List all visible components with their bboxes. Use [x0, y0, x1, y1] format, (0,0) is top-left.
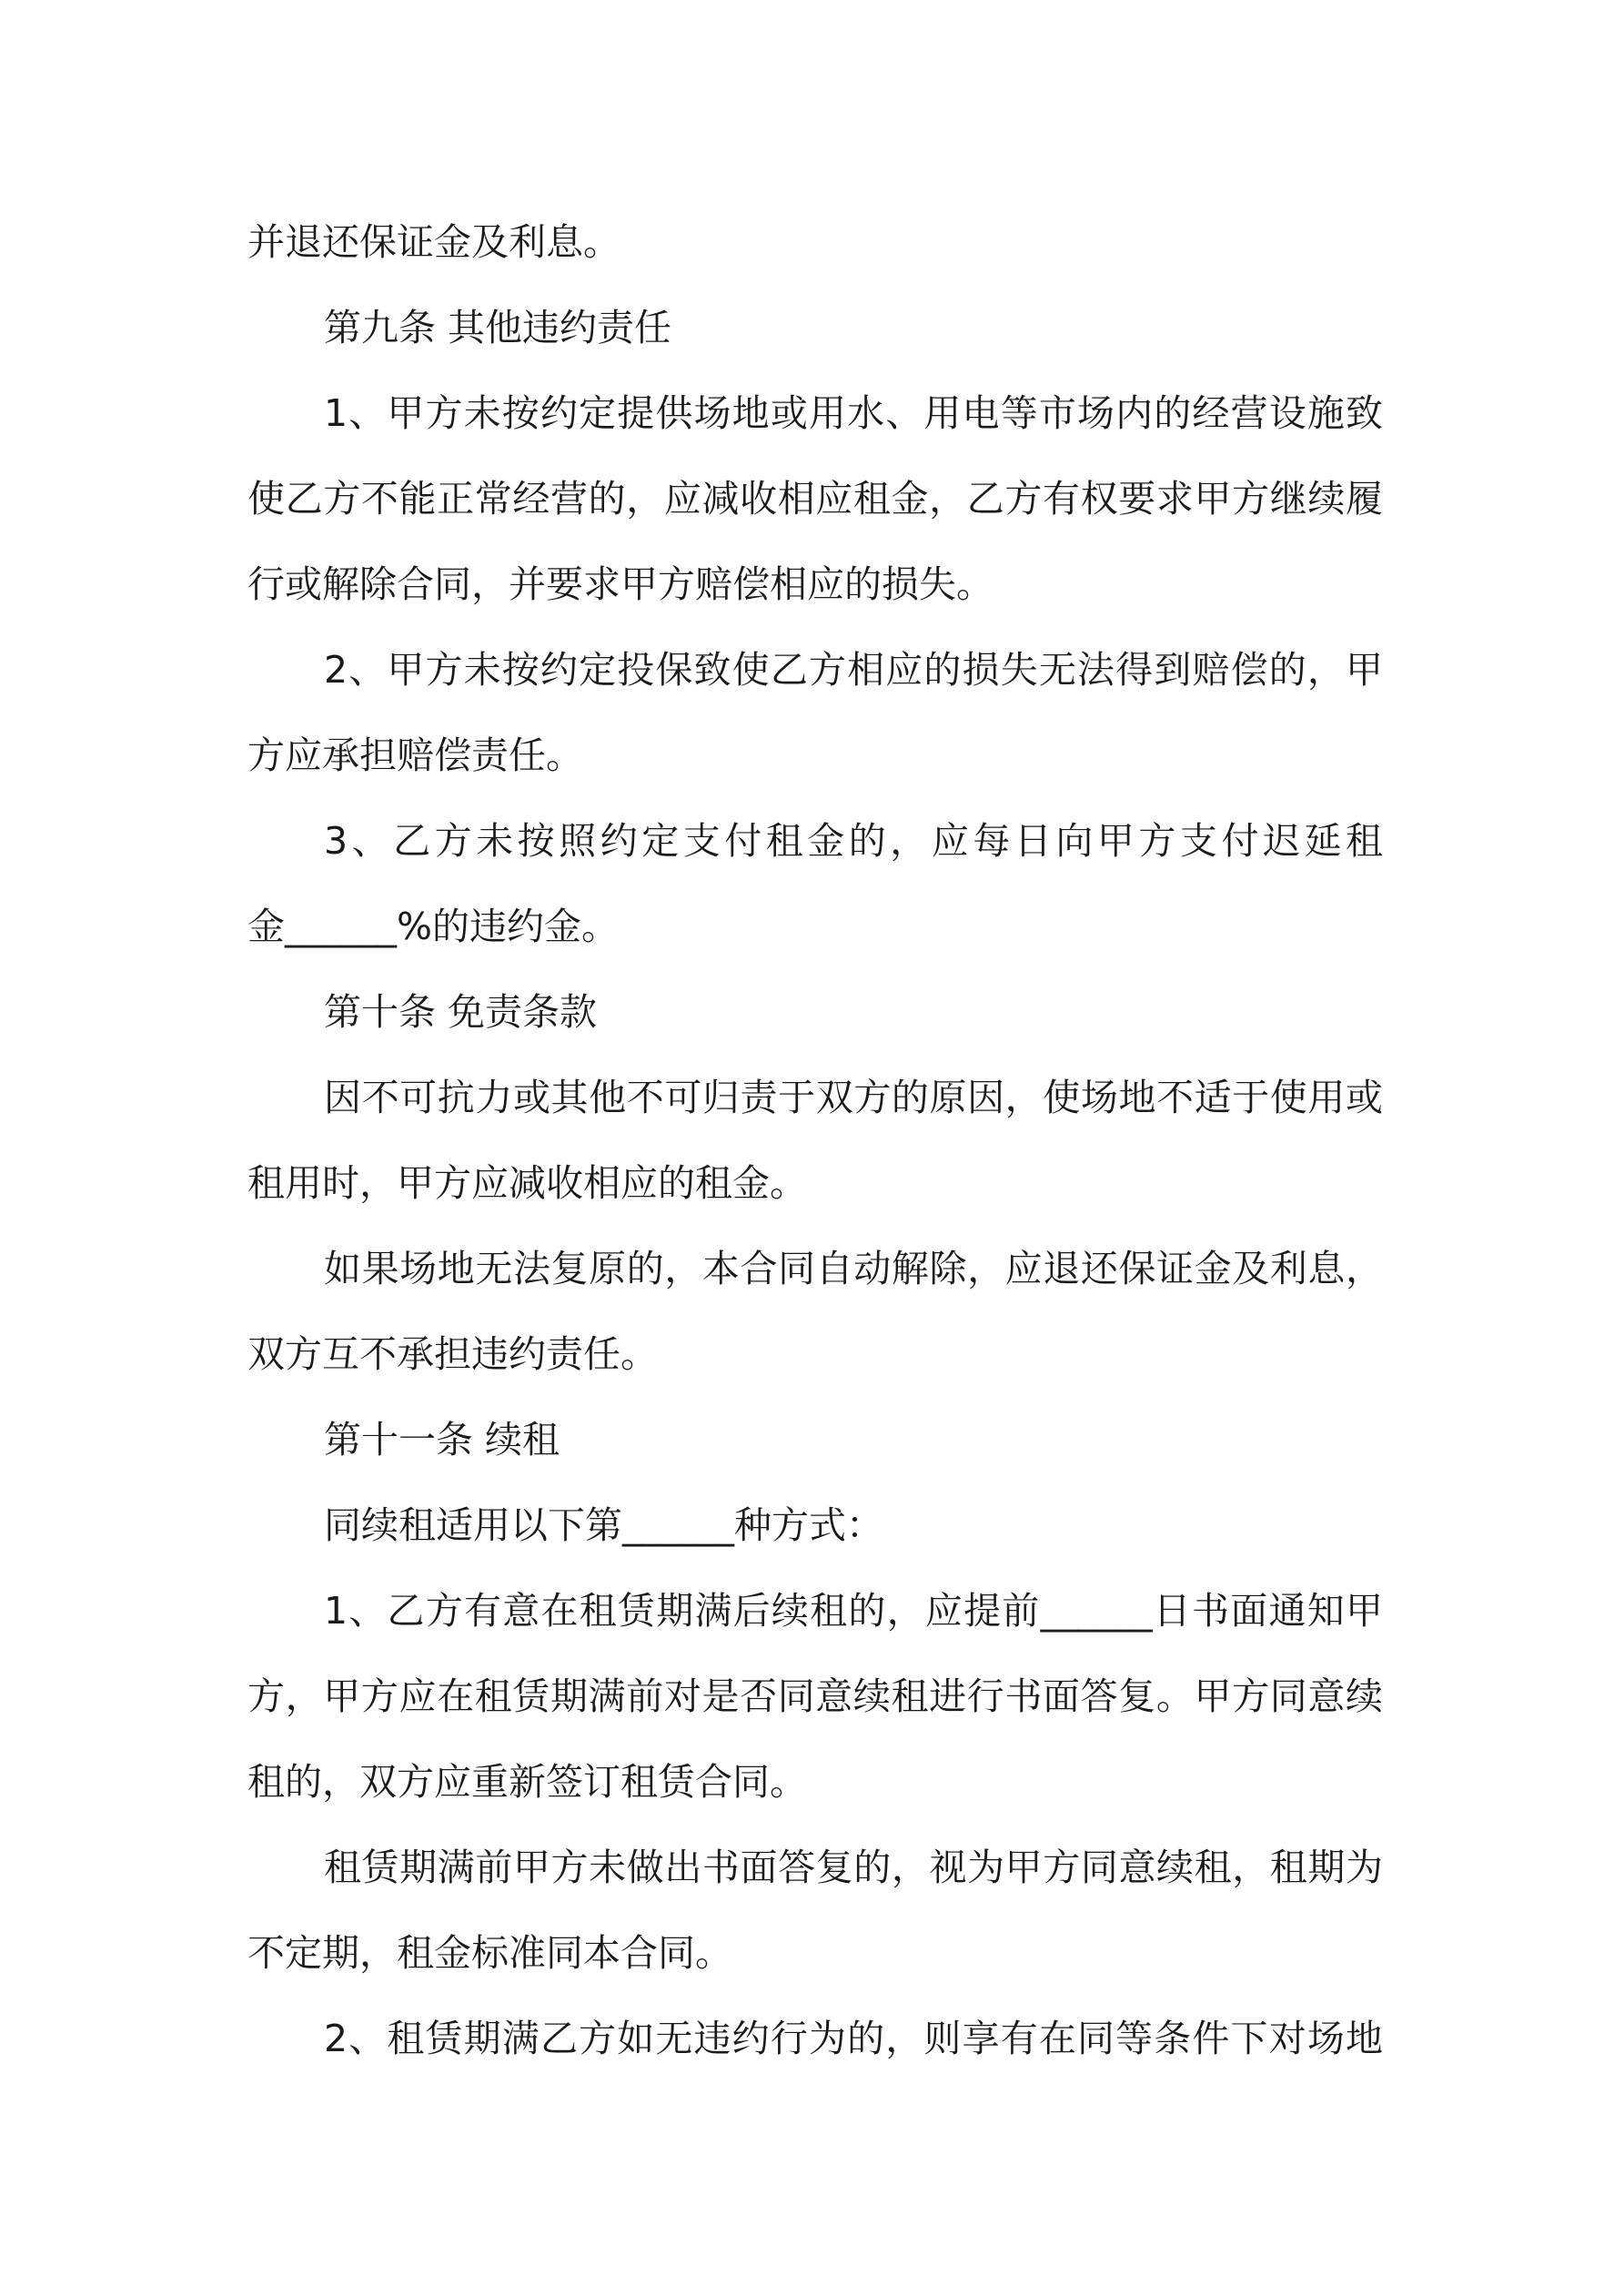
text-line: 方应承担赔偿责任。	[247, 733, 583, 777]
text-line: 3、乙方未按照约定支付租金的，应每日向甲方支付迟延租	[324, 819, 1383, 863]
text-line: 金______%的违约金。	[247, 905, 619, 948]
section-heading: 第九条 其他违约责任	[324, 306, 672, 349]
text-line: 行或解除合同，并要求甲方赔偿相应的损失。	[247, 562, 994, 606]
text-line: 如果场地无法复原的，本合同自动解除，应退还保证金及利息，	[324, 1247, 1383, 1290]
section-heading: 第十条 免责条款	[324, 990, 598, 1034]
text-line: 双方互不承担违约责任。	[247, 1332, 658, 1376]
text-line: 不定期，租金标准同本合同。	[247, 1931, 732, 1975]
text-line: 使乙方不能正常经营的，应减收相应租金，乙方有权要求甲方继续履	[247, 477, 1383, 521]
text-line: 1、甲方未按约定提供场地或用水、用电等市场内的经营设施致	[324, 391, 1383, 435]
text-line: 租用时，甲方应减收相应的租金。	[247, 1161, 807, 1205]
text-line: 同续租适用以下第______种方式：	[324, 1503, 883, 1547]
section-heading: 第十一条 续租	[324, 1418, 560, 1462]
text-line: 1、乙方有意在租赁期满后续租的，应提前______日书面通知甲	[324, 1589, 1383, 1633]
text-line: 方，甲方应在租赁期满前对是否同意续租进行书面答复。甲方同意续	[247, 1674, 1383, 1718]
text-line: 租赁期满前甲方未做出书面答复的，视为甲方同意续租，租期为	[324, 1846, 1383, 1889]
text-line: 并退还保证金及利息。	[247, 220, 620, 264]
text-line: 租的，双方应重新签订租赁合同。	[247, 1760, 807, 1804]
text-line: 因不可抗力或其他不可归责于双方的原因，使场地不适于使用或	[324, 1076, 1383, 1119]
text-line: 2、甲方未按约定投保致使乙方相应的损失无法得到赔偿的，甲	[324, 648, 1383, 692]
text-line: 2、租赁期满乙方如无违约行为的，则享有在同等条件下对场地	[324, 2017, 1383, 2060]
